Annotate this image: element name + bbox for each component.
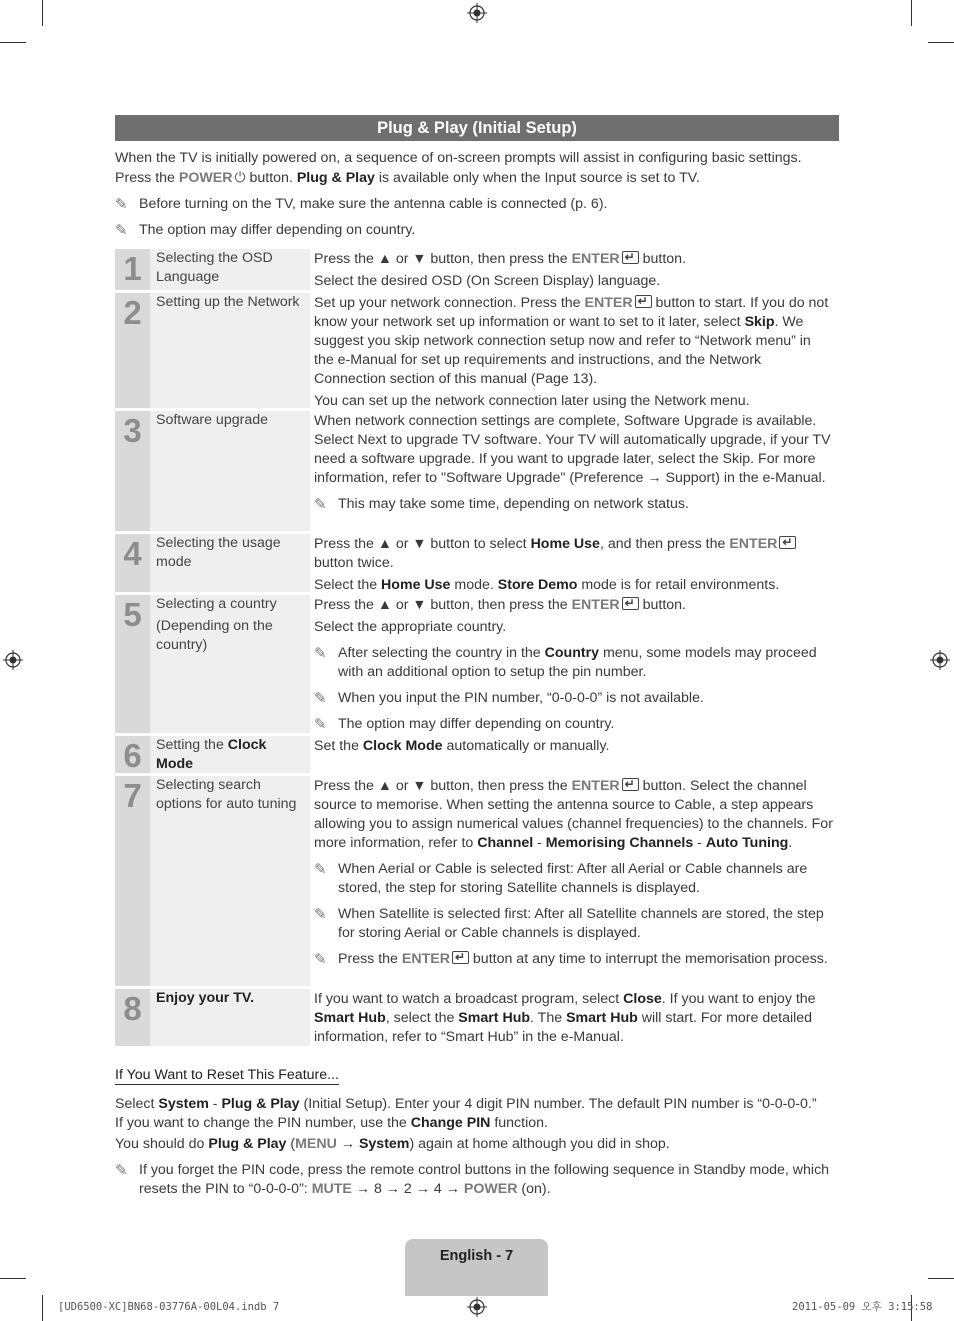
note: ✎ When you input the PIN number, “0-0-0-0” is not available. (314, 690, 704, 707)
crosshair-registration-icon (930, 650, 950, 670)
page-number-tab: English - 7 (405, 1239, 548, 1296)
pencil-note-icon: ✎ (115, 222, 128, 239)
note: ✎ When Aerial or Cable is selected first: After all Aerial or Cable channels are stored, the step for storing Satellite channels is displayed. (314, 861, 808, 896)
step-description: If you want to watch a broadcast program, select Close. If you want to enjoy the Smart Hub, select the Smart Hub. The Smart Hub will start. For more detailed information, refer to “Smart Hub” in the e-Manual. (314, 991, 816, 1045)
print-timestamp: 2011-05-09 오후 3:15:58 (792, 1301, 933, 1313)
step-row (115, 534, 839, 592)
enter-button-icon (452, 951, 469, 964)
step-row (115, 989, 839, 1046)
crop-mark (0, 42, 26, 43)
crop-mark (911, 0, 912, 26)
print-file-info: [UD6500-XC]BN68-03776A-00L04.indb 7 (58, 1301, 280, 1313)
step-number: 3 (115, 411, 150, 531)
step-label: Enjoy your TV. (150, 989, 310, 1046)
step-label: Setting up the Network (150, 293, 310, 408)
step-number: 5 (115, 595, 150, 733)
step-label: Software upgrade (150, 411, 310, 531)
power-label: POWER (178, 170, 233, 186)
enter-button-icon (779, 536, 796, 549)
step-row (115, 736, 839, 773)
step-number: 6 (115, 736, 150, 773)
pencil-note-icon: ✎ (314, 906, 327, 923)
step-description: Set the Clock Mode automatically or manually. (314, 738, 610, 754)
crop-mark (928, 1278, 954, 1279)
pencil-note-icon: ✎ (115, 1162, 128, 1179)
step-row (115, 776, 839, 986)
enter-button-icon (635, 295, 652, 308)
page-title: Plug & Play (Initial Setup) (115, 115, 839, 141)
intro-text: When the TV is initially powered on, a sequence of on-screen prompts will assist in configuring basic settings. Press the POWER ⏻ button. Plug & Play is available only when the Input source is set to TV. (115, 150, 802, 186)
step-label: Selecting a country (Depending on the country) (150, 595, 310, 733)
crop-mark (42, 0, 43, 26)
step-label: Selecting the OSD Language (150, 249, 310, 290)
step-label: Selecting the usage mode (150, 534, 310, 592)
crosshair-registration-icon (467, 1297, 487, 1317)
pencil-note-icon: ✎ (314, 645, 327, 662)
note: ✎ After selecting the country in the Country menu, some models may proceed with an additional option to setup the pin number. (314, 645, 817, 680)
note: ✎ When Satellite is selected first: After all Satellite channels are stored, the step for storing Aerial or Cable channels is displayed. (314, 906, 824, 941)
pencil-note-icon: ✎ (314, 496, 327, 513)
crop-mark (42, 1295, 43, 1321)
step-description: Press the ▲ or ▼ button to select Home Use, and then press the ENTER↵ button twice. Select the Home Use mode. Store Demo mode is for retail environments. (314, 535, 834, 598)
step-description: Press the ▲ or ▼ button, then press the ENTER↵ button. Select the desired OSD (On Screen Display) language. (314, 250, 834, 294)
pencil-note-icon: ✎ (314, 861, 327, 878)
step-row (115, 411, 839, 531)
step-description: Set up your network connection. Press the ENTER↵ button to start. If you do not know your network set up information or want to set to it later, select Skip. We suggest you skip network connection setup now and refer to “Network menu” in the e-Manual for set up requirements and instructions, and the Network Connection section of this manual (Page 13). You can set up the network connection later using the Network menu. (314, 294, 834, 414)
enter-button-icon (622, 251, 639, 264)
pencil-note-icon: ✎ (115, 196, 128, 213)
step-number: 2 (115, 293, 150, 408)
reset-section-title: If You Want to Reset This Feature... (115, 1067, 339, 1083)
enter-button-icon (622, 778, 639, 791)
pencil-note-icon: ✎ (314, 716, 327, 733)
step-number: 7 (115, 776, 150, 986)
enter-button-icon (622, 597, 639, 610)
crosshair-registration-icon (3, 650, 23, 670)
crop-mark (928, 42, 954, 43)
step-description: Press the ▲ or ▼ button, then press the ENTER↵ button. Select the channel source to memorise. When setting the antenna source to Cable, a step appears allowing you to assign numerical values (channel frequencies) to the channels. For more information, refer to Channel - Memorising Channels - Auto Tuning. ✎ When Aerial or Cable is selected first: After all Aerial or Cable channels are stored, the step for storing Satellite channels is displayed. ✎ When Satellite is selected first: After all Satellite channels are stored, the step for storing Aerial or Cable channels is displayed. ✎ Press the ENTER↵ button at any time to interrupt the memorisation process. (314, 777, 834, 976)
step-label: Selecting search options for auto tuning (150, 776, 310, 986)
step-label: Setting the Clock Mode (150, 736, 310, 773)
note: ✎ The option may differ depending on country. (115, 222, 416, 239)
pencil-note-icon: ✎ (314, 690, 327, 707)
step-description: Press the ▲ or ▼ button, then press the ENTER↵ button. Select the appropriate country. ✎ After selecting the country in the Country menu, some models may proceed with an additional option to setup the pin number. ✎ When you input the PIN number, “0-0-0-0” is not available. ✎ The option may differ depending on country. (314, 596, 834, 741)
pencil-note-icon: ✎ (314, 951, 327, 968)
note: ✎ The option may differ depending on country. (314, 716, 615, 733)
note: ✎ Before turning on the TV, make sure the antenna cable is connected (p. 6). (115, 196, 608, 213)
intro-section (115, 149, 835, 240)
crop-mark (0, 1278, 26, 1279)
step-row (115, 595, 839, 733)
power-icon: ⏻ (234, 169, 246, 185)
step-number: 1 (115, 249, 150, 290)
note: ✎ This may take some time, depending on network status. (314, 496, 689, 513)
step-row (115, 293, 839, 408)
step-number: 4 (115, 534, 150, 592)
note: ✎ If you forget the PIN code, press the remote control buttons in the following sequence in Standby mode, which resets the PIN to “0-0-0-0”: MUTE → 8 → 2 → 4 → POWER (on). (115, 1162, 830, 1197)
crosshair-registration-icon (467, 3, 487, 23)
reset-section: Select System - Plug & Play (Initial Setup). Enter your 4 digit PIN number. The default PIN number is “0-0-0-0.” If you want to change the PIN number, use the Change PIN function. You should do Plug & Play (MENU → System) again at home although you did in shop. ✎ If you forget the PIN code, press the remote control buttons in the following sequence in Standby mode, which resets the PIN to “0-0-0-0”: MUTE → 8 → 2 → 4 → POWER (on). (115, 1095, 835, 1199)
step-number: 8 (115, 989, 150, 1046)
step-description: When network connection settings are complete, Software Upgrade is available. Select Next to upgrade TV software. Your TV will automatically upgrade, if your TV need a software upgrade. If you want to upgrade later, select the Skip. For more information, refer to "Software Upgrade" (Preference → Support) in the e-Manual. ✎ This may take some time, depending on network status. (314, 412, 834, 521)
step-row (115, 249, 839, 290)
note: ✎ Press the ENTER↵ button at any time to interrupt the memorisation process. (314, 950, 834, 969)
